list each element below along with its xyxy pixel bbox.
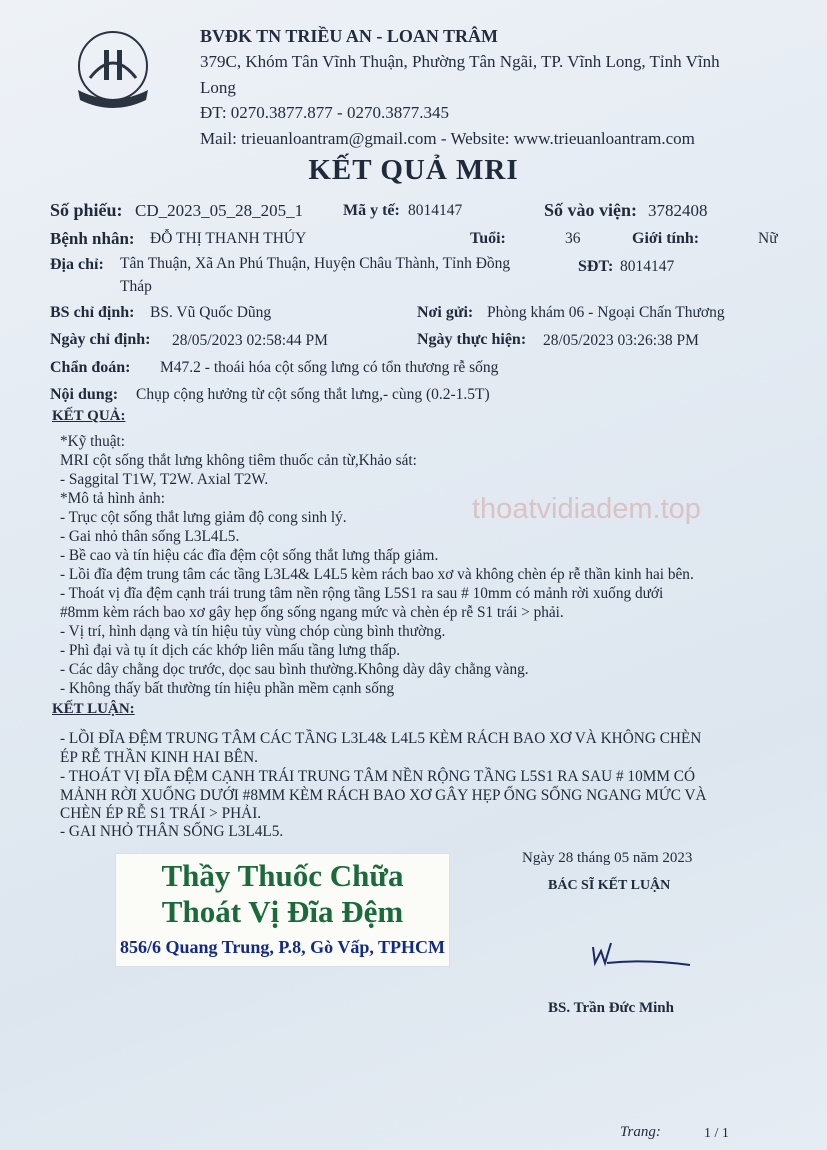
dia-chi-label: Địa chỉ: xyxy=(50,256,104,273)
ket-luan-line: - THOÁT VỊ ĐĨA ĐỆM CẠNH TRÁI TRUNG TÂM NỀN RỘNG TẦNG L5S1 RA SAU # 10MM CÓ xyxy=(60,768,696,785)
hospital-address: 379C, Khóm Tân Vĩnh Thuận, Phường Tân Ngãi, TP. Vĩnh Long, Tỉnh Vĩnh xyxy=(200,52,720,71)
gioi-tinh-value: Nữ xyxy=(758,230,778,247)
so-vao-vien-label: Số vào viện: xyxy=(544,200,638,220)
noi-gui-label: Nơi gửi: xyxy=(417,304,474,321)
ngay-chi-dinh-label: Ngày chỉ định: xyxy=(50,331,151,348)
ket-luan-line: - GAI NHỎ THÂN SỐNG L3L4L5. xyxy=(60,823,284,840)
bs-chi-dinh-label: BS chỉ định: xyxy=(50,304,135,321)
so-phieu-label: Số phiếu: xyxy=(50,200,123,220)
page-number: 1 / 1 xyxy=(704,1126,729,1141)
benh-nhan-value: ĐỖ THỊ THANH THÚY xyxy=(150,230,307,247)
chan-doan-label: Chẩn đoán: xyxy=(50,359,131,376)
ket-luan-line: MẢNH RỜI XUỐNG DƯỚI #8MM KÈM RÁCH BAO XƠ GÂY HẸP ỐNG SỐNG NGANG MỨC VÀ xyxy=(60,787,707,804)
gioi-tinh-label: Giới tính: xyxy=(632,230,700,247)
ket-qua-line: - Không thấy bất thường tín hiệu phần mềm cạnh sống xyxy=(60,680,395,697)
dia-chi-value: Tân Thuận, Xã An Phú Thuận, Huyện Châu Thành, Tỉnh Đồng xyxy=(120,255,511,272)
signature-date: Ngày 28 tháng 05 năm 2023 xyxy=(522,850,693,866)
hospital-logo xyxy=(68,28,158,110)
ma-yte-value: 8014147 xyxy=(408,202,463,219)
ket-qua-line: #8mm kèm rách bao xơ gây hẹp ống sống ngang mức và chèn ép rễ S1 trái > phải. xyxy=(60,604,564,621)
noi-dung-value: Chụp cộng hưởng từ cột sống thắt lưng,- cùng (0.2-1.5T) xyxy=(136,386,490,403)
advertisement-box xyxy=(115,853,450,967)
dia-chi-value-cont: Tháp xyxy=(120,278,152,295)
ket-qua-line: - Gai nhỏ thân sống L3L4L5. xyxy=(60,528,240,545)
noi-gui-value: Phòng khám 06 - Ngoại Chấn Thương xyxy=(487,304,725,321)
ket-luan-line: - LỒI ĐĨA ĐỆM TRUNG TÂM CÁC TẦNG L3L4& L4L5 KÈM RÁCH BAO XƠ VÀ KHÔNG CHÈN xyxy=(60,730,702,747)
ket-qua-line: - Phì đại và tụ ít dịch các khớp liên mấu tầng lưng thấp. xyxy=(60,642,401,659)
bs-chi-dinh-value: BS. Vũ Quốc Dũng xyxy=(150,304,272,321)
noi-dung-label: Nội dung: xyxy=(50,386,119,403)
ket-qua-line: - Lồi đĩa đệm trung tâm các tầng L3L4& L4L5 kèm rách bao xơ và không chèn ép rễ thần kinh hai bên. xyxy=(60,566,694,583)
benh-nhan-label: Bệnh nhân: xyxy=(50,229,135,248)
ma-yte-label: Mã y tế: xyxy=(343,202,400,219)
ket-qua-line: - Vị trí, hình dạng và tín hiệu tủy vùng chóp cùng bình thường. xyxy=(60,623,446,640)
ket-qua-line: - Trục cột sống thắt lưng giảm độ cong sinh lý. xyxy=(60,509,347,526)
ket-qua-line: - Saggital T1W, T2W. Axial T2W. xyxy=(60,471,269,488)
ket-qua-line: *Kỹ thuật: xyxy=(60,433,126,450)
ket-qua-line: - Thoát vị đĩa đệm cạnh trái trung tâm nền rộng tầng L5S1 ra sau # 10mm có mảnh rời xuống dưới xyxy=(60,585,664,602)
doctor-name: BS. Trần Đức Minh xyxy=(548,1000,674,1016)
so-vao-vien-value: 3782408 xyxy=(648,201,708,220)
tuoi-value: 36 xyxy=(565,230,581,247)
hospital-phone: ĐT: 0270.3877.877 - 0270.3877.345 xyxy=(200,103,449,122)
page-label: Trang: xyxy=(620,1124,661,1140)
hospital-contact: Mail: trieuanloantram@gmail.com - Website: www.trieuanloantram.com xyxy=(200,129,695,148)
document-title: KẾT QUẢ MRI xyxy=(308,154,519,186)
ket-qua-line: *Mô tả hình ảnh: xyxy=(60,490,165,507)
ad-address: 856/6 Quang Trung, P.8, Gò Vấp, TPHCM xyxy=(119,937,446,957)
ket-qua-line: - Các dây chằng dọc trước, dọc sau bình thường.Không dày dây chằng vàng. xyxy=(60,661,529,678)
chan-doan-value: M47.2 - thoái hóa cột sống lưng có tổn thương rễ sống xyxy=(160,359,499,376)
ket-qua-line: - Bề cao và tín hiệu các đĩa đệm cột sống thắt lưng thấp giảm. xyxy=(60,547,439,564)
signature-mark xyxy=(585,935,695,975)
hospital-address-cont: Long xyxy=(200,78,236,97)
ad-line: Thoát Vị Đĩa Đệm xyxy=(161,894,404,929)
watermark: thoatvidiadem.top xyxy=(472,493,701,525)
ket-luan-line: CHÈN ÉP RỄ S1 TRÁI > PHẢI. xyxy=(60,805,262,822)
ket-luan-heading: KẾT LUẬN: xyxy=(52,701,135,717)
tuoi-label: Tuổi: xyxy=(470,230,506,247)
ket-qua-line: MRI cột sống thắt lưng không tiêm thuốc cản từ,Khảo sát: xyxy=(60,452,417,469)
ngay-thuc-hien-value: 28/05/2023 03:26:38 PM xyxy=(543,332,699,349)
sdt-label: SĐT: xyxy=(578,258,614,275)
ket-luan-line: ÉP RỄ THẦN KINH HAI BÊN. xyxy=(60,749,259,766)
ad-line: Thầy Thuốc Chữa xyxy=(161,858,404,893)
signature-role: BÁC SĨ KẾT LUẬN xyxy=(548,878,671,893)
so-phieu-value: CD_2023_05_28_205_1 xyxy=(135,201,304,220)
ngay-chi-dinh-value: 28/05/2023 02:58:44 PM xyxy=(172,332,328,349)
ket-qua-heading: KẾT QUẢ: xyxy=(52,408,126,424)
hospital-name: BVĐK TN TRIỀU AN - LOAN TRÂM xyxy=(200,26,499,46)
ngay-thuc-hien-label: Ngày thực hiện: xyxy=(417,331,527,348)
sdt-value: 8014147 xyxy=(620,258,675,275)
